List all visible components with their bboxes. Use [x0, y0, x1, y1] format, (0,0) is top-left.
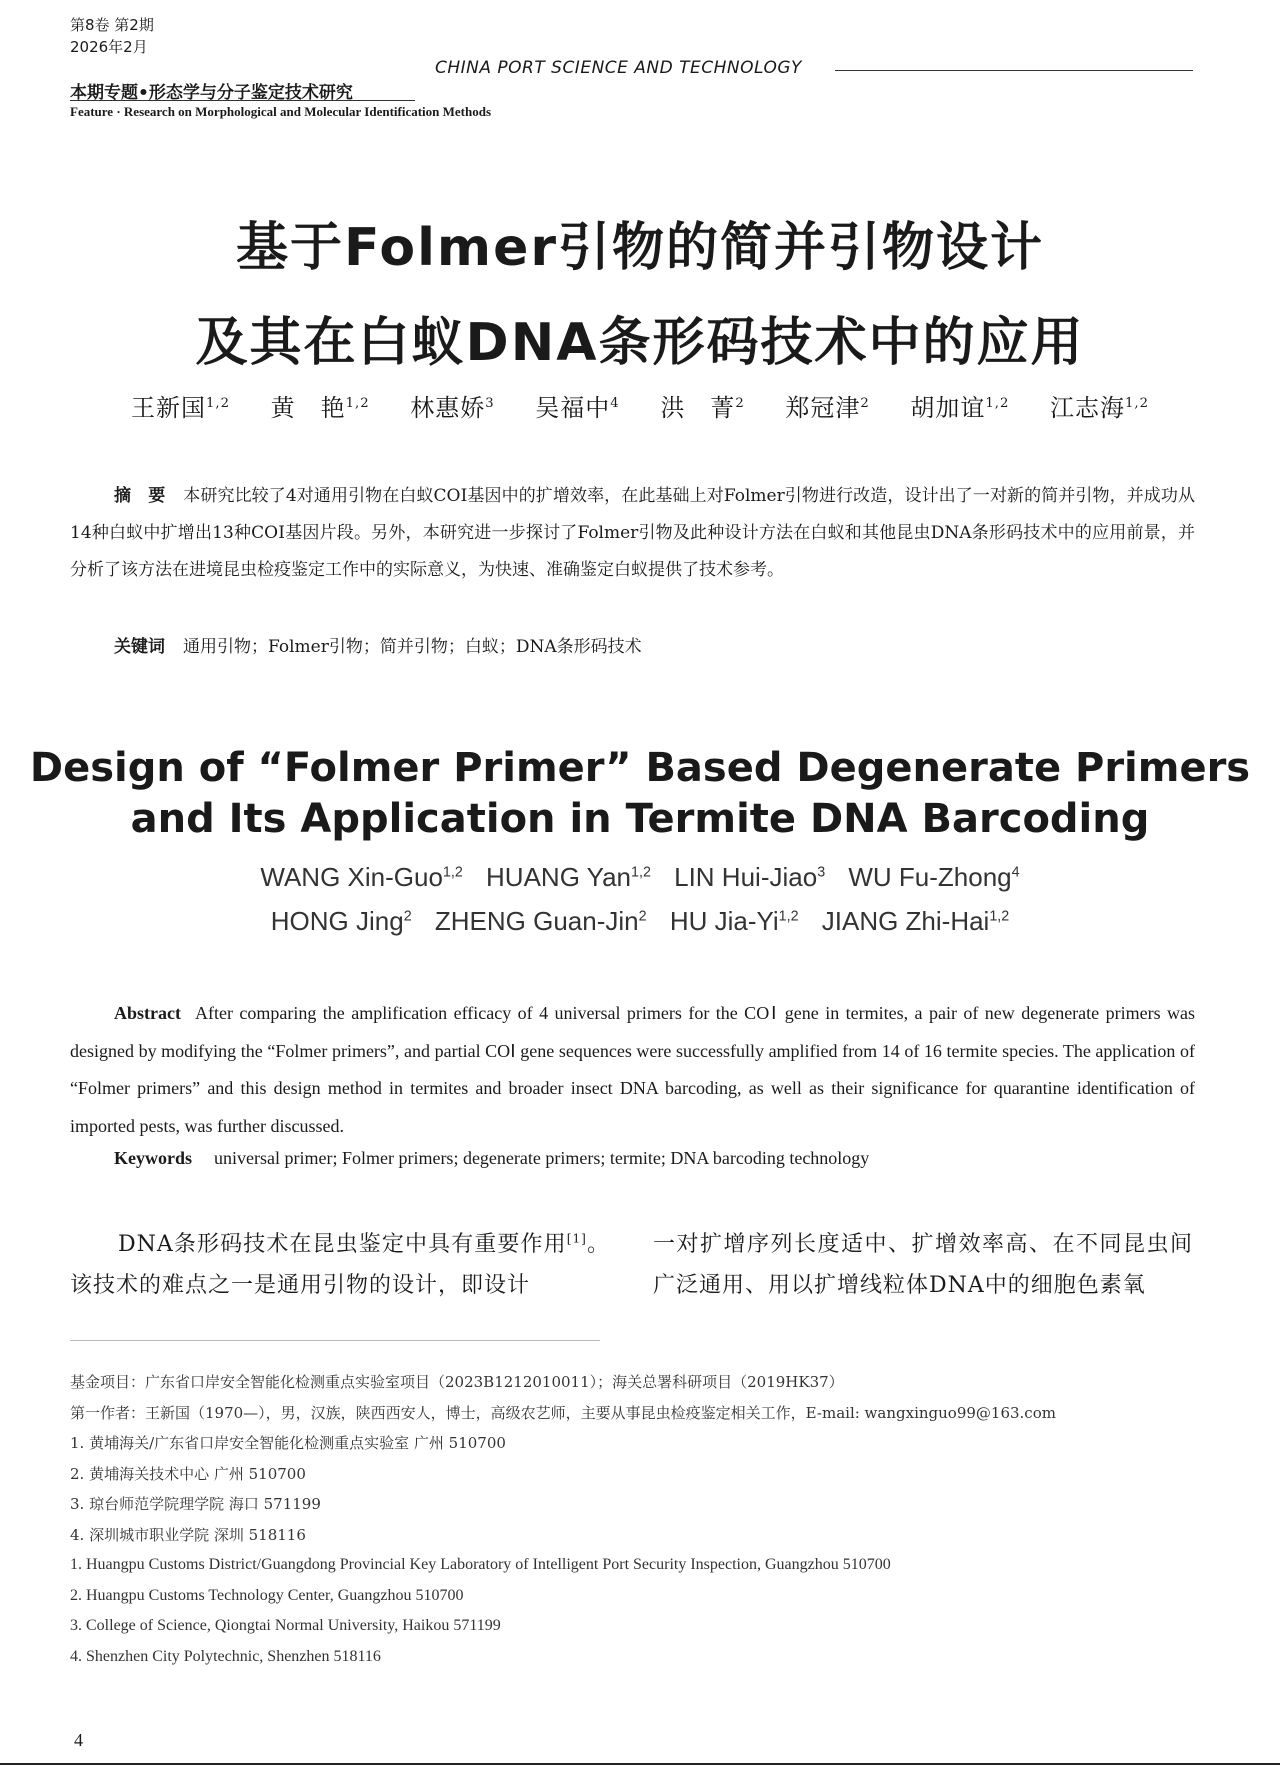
- title-en-line-2: and Its Application in Termite DNA Barcoding: [130, 796, 1150, 842]
- keywords-en-label: Keywords: [114, 1148, 192, 1168]
- keywords-en-text: universal primer; Folmer primers; degenerate primers; termite; DNA barcoding technology: [214, 1148, 870, 1168]
- footnote-first-author: 第一作者：王新国（1970—），男，汉族，陕西西安人，博士，高级农艺师，主要从事昆虫检疫鉴定相关工作，E-mail: wangxinguo99@163.com: [70, 1403, 1056, 1422]
- title-cn-line-2: 及其在白蚁DNA条形码技术中的应用: [195, 313, 1085, 373]
- author-cn: 郑冠津$^2$: [785, 394, 870, 422]
- footnote-affiliation-en: 3. College of Science, Qiongtai Normal University, Haikou 571199: [70, 1617, 501, 1634]
- author-en: HUANG Yan$^{1,2}$: [486, 862, 651, 892]
- abstract-cn: [70, 478, 1195, 589]
- footnote-affiliation-en: 1. Huangpu Customs District/Guangdong Provincial Key Laboratory of Intelligent Port Security Inspection, Guangzhou 510700: [70, 1556, 891, 1573]
- keywords-cn-label: 关键词: [114, 637, 165, 657]
- issue-info: [70, 14, 154, 58]
- footnote-affiliation: 2. 黄埔海关技术中心 广州 510700: [70, 1464, 306, 1483]
- author-cn: 吴福中$^4$: [535, 394, 620, 422]
- body-column-left: DNA条形码技术在昆虫鉴定中具有重要作用[1]。该技术的难点之一是通用引物的设计，即设计: [70, 1231, 610, 1298]
- footnotes: [70, 1367, 1195, 1672]
- bottom-rule: [0, 1763, 1280, 1765]
- issue-date: 2026年2月: [70, 38, 148, 56]
- authors-en-line-1: [0, 862, 1280, 893]
- feature-rule: [70, 100, 415, 101]
- feature-title-en: Feature · Research on Morphological and Molecular Identification Methods: [70, 104, 492, 119]
- footnote-affiliation: 4. 深圳城市职业学院 深圳 518116: [70, 1525, 306, 1544]
- footnote-rule: [70, 1340, 600, 1341]
- title-en-line-1: Design of “Folmer Primer” Based Degenerate Primers: [29, 745, 1251, 791]
- header-rule: [835, 70, 1193, 71]
- abstract-cn-label: 摘 要: [114, 486, 166, 506]
- footnote-funding: 基金项目：广东省口岸安全智能化检测重点实验室项目（2023B1212010011）；海关总署科研项目（2019HK37）: [70, 1373, 844, 1391]
- body-column-right: 一对扩增序列长度适中、扩增效率高、在不同昆虫间广泛通用、用以扩增线粒体DNA中的细胞色素氧: [653, 1232, 1193, 1298]
- page-number: 4: [74, 1730, 83, 1750]
- author-en: HU Jia-Yi$^{1,2}$: [669, 906, 799, 936]
- feature-title-cn: 本期专题•形态学与分子鉴定技术研究: [70, 83, 353, 103]
- volume-label: 第8卷 第2期: [70, 16, 154, 34]
- citation-ref[interactable]: [1]: [566, 1231, 587, 1246]
- author-cn: 胡加谊$^{1,2}$: [910, 394, 1010, 422]
- author-en: HONG Jing$^2$: [270, 906, 412, 936]
- author-cn: 黄 艳$^{1,2}$: [270, 394, 370, 422]
- footnote-affiliation-en: 2. Huangpu Customs Technology Center, Guangzhou 510700: [70, 1586, 464, 1604]
- authors-cn: [0, 388, 1280, 423]
- author-en: LIN Hui-Jiao$^3$: [674, 862, 826, 892]
- author-cn: 江志海$^{1,2}$: [1050, 394, 1149, 422]
- author-cn: 王新国$^{1,2}$: [131, 394, 230, 422]
- footnote-affiliation-en: 4. Shenzhen City Polytechnic, Shenzhen 518116: [70, 1647, 381, 1665]
- author-en: WU Fu-Zhong$^4$: [848, 862, 1020, 892]
- author-en: JIANG Zhi-Hai$^{1,2}$: [821, 906, 1010, 936]
- keywords-en: [114, 1148, 869, 1169]
- title-cn-line-1: 基于Folmer引物的简并引物设计: [235, 218, 1045, 278]
- abstract-cn-text: 本研究比较了4对通用引物在白蚁COⅠ基因中的扩增效率，在此基础上对Folmer引物进行改造，设计出了一对新的简并引物，并成功从14种白蚁中扩增出13种COⅠ基因片段。另外，本研究进一步探讨了Folmer引物及此种设计方法在白蚁和其他昆虫DNA条形码技术中的应用前景，并分析了该方法在进境昆虫检疫鉴定工作中的实际意义，为快速、准确鉴定白蚁提供了技术参考。: [70, 486, 1195, 580]
- footnote-affiliation: 3. 琼台师范学院理学院 海口 571199: [70, 1495, 321, 1513]
- authors-en-line-2: [0, 906, 1280, 937]
- journal-name: CHINA PORT SCIENCE AND TECHNOLOGY: [435, 58, 802, 78]
- author-en: WANG Xin-Guo$^{1,2}$: [260, 862, 463, 892]
- author-cn: 林惠娇$^3$: [410, 394, 495, 422]
- abstract-en-text: After comparing the amplification efficacy of 4 universal primers for the COⅠ gene in termites, a pair of new degenerate primers was designed by modifying the “Folmer primers”, and partial COⅠ gene sequences were successfully amplified from 14 of 16 termite species. The application of “Folmer primers” and this design method in termites and broader insect DNA barcoding, as well as their significance for quarantine identification of imported pests, was further discussed.: [70, 1003, 1195, 1136]
- keywords-cn: [114, 632, 642, 657]
- author-cn: 洪 菁$^2$: [660, 394, 745, 422]
- footnote-affiliation: 1. 黄埔海关/广东省口岸安全智能化检测重点实验室 广州 510700: [70, 1434, 506, 1452]
- abstract-en: [70, 995, 1195, 1145]
- keywords-cn-text: 通用引物；Folmer引物；简并引物；白蚁；DNA条形码技术: [183, 637, 642, 657]
- author-en: ZHENG Guan-Jin$^2$: [434, 906, 647, 936]
- abstract-en-label: Abstract: [114, 1003, 181, 1023]
